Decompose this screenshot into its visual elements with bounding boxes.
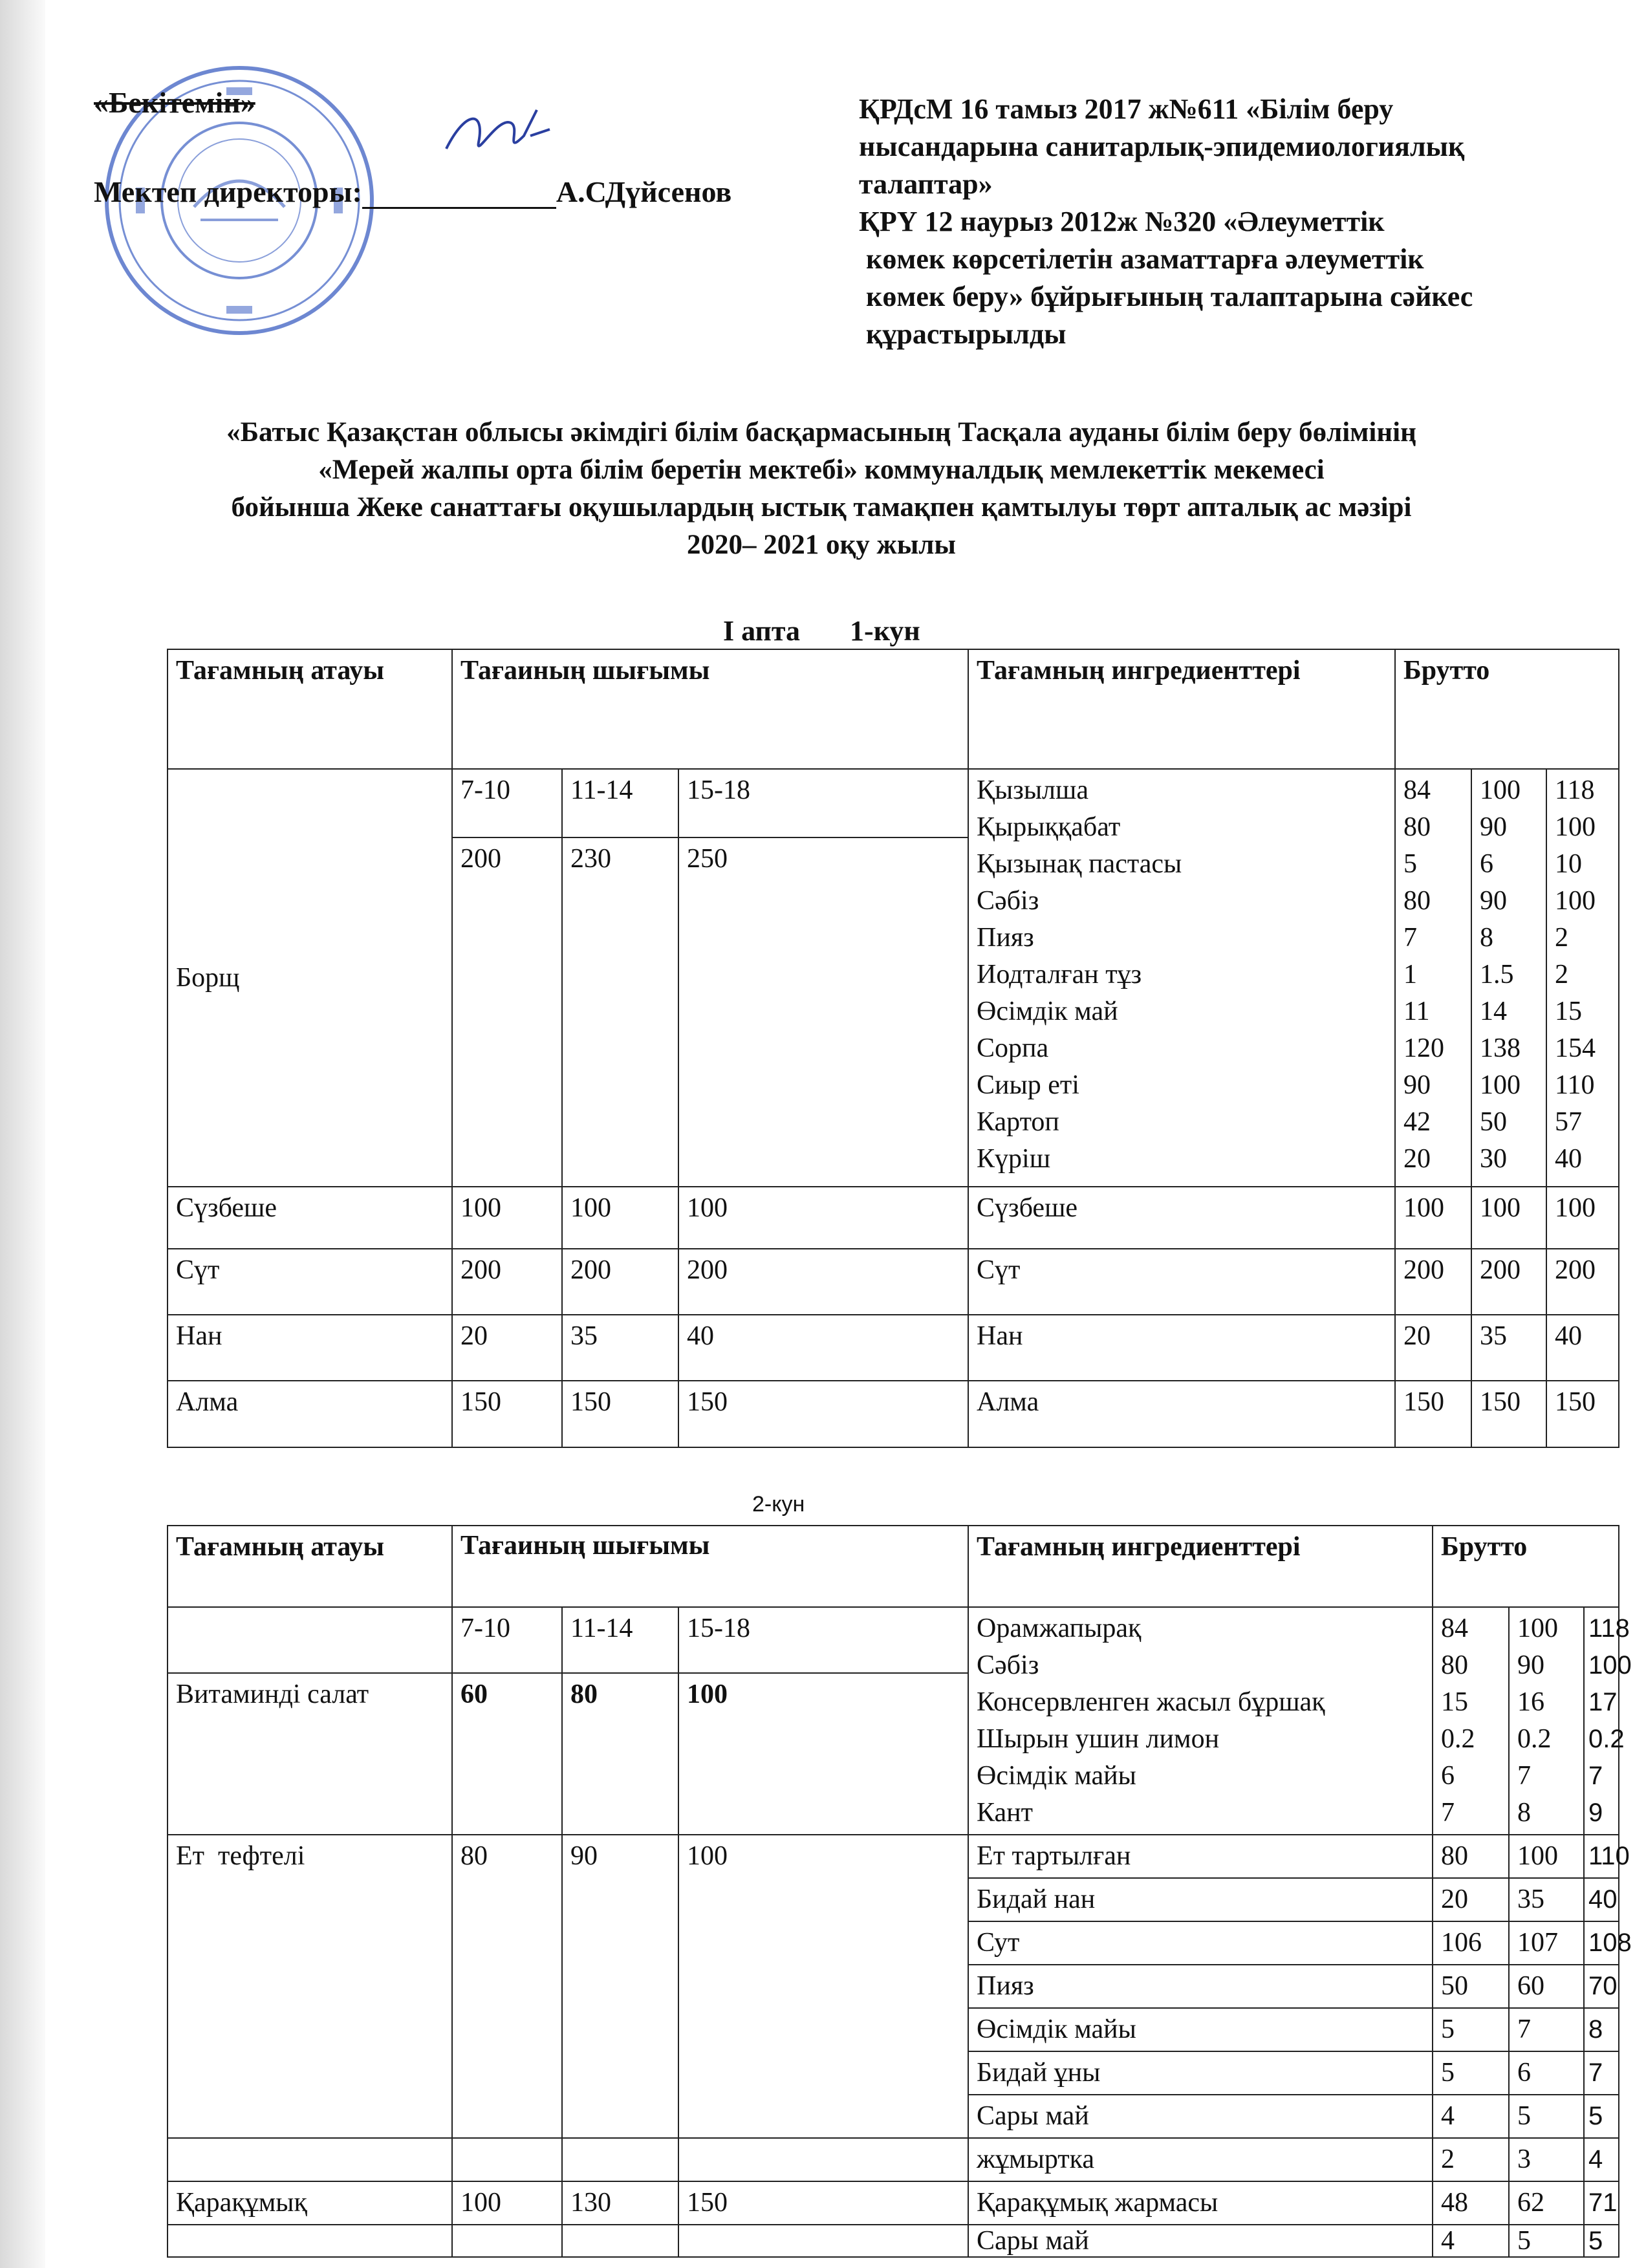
value: 100 [1480,1070,1521,1100]
value: 7 [1441,1798,1455,1828]
value: 0.2 [1441,1724,1475,1754]
age-15-18: 15-18 [678,769,968,837]
value: 0.2 [1588,1725,1625,1753]
brutto-7-10 [1395,769,1471,1187]
brutto: 48 [1433,2181,1509,2225]
ingredient-list [968,769,1395,1187]
brutto: 7 [1509,2008,1584,2051]
ingredient: Бидай нан [968,1878,1433,1921]
dish-name: Борщ [176,962,240,993]
age-7-10: 7-10 [452,1607,562,1673]
regulation-line: көмек көрсетілетін азаматтарға әлеуметтік [859,243,1424,275]
brutto: 70 [1584,1965,1619,2008]
regulation-line: нысандарына санитарлық-эпидемиологиялық [859,131,1465,162]
value: 20 [1403,1144,1431,1174]
signature-line [362,182,556,209]
brutto: 3 [1509,2138,1584,2181]
yield: 100 [452,1187,562,1249]
dish-name: Ет тефтелі [168,1835,452,2138]
header-brutto: Брутто [1395,649,1619,769]
header-ingredients: Тағамның ингредиенттері [968,649,1395,769]
ingredient: Бидай ұны [968,2051,1433,2095]
scan-edge-shadow [0,0,45,2268]
value: 0.2 [1517,1724,1552,1754]
yield-7-10: 60 [452,1673,562,1835]
dish-name: Нан [168,1315,452,1381]
brutto: 110 [1584,1835,1619,1878]
value: 50 [1480,1107,1508,1137]
yield: 40 [678,1315,968,1381]
header-dish-name: Тағамның атауы [168,649,452,769]
empty-cell [168,2138,452,2181]
ingredient: Нан [968,1315,1395,1381]
value: 17 [1588,1688,1618,1716]
brutto: 4 [1433,2225,1509,2257]
value: 15 [1441,1687,1469,1717]
ingredient: Сиыр еті [977,1070,1079,1100]
regulation-reference [859,91,1583,353]
ingredient: Пияз [968,1965,1433,2008]
value: 7 [1588,1762,1603,1790]
brutto: 7 [1584,2051,1619,2095]
dish-name: Сүзбеше [168,1187,452,1249]
brutto: 150 [1395,1381,1471,1447]
value: 14 [1480,997,1508,1026]
value: 118 [1588,1614,1630,1643]
value: 90 [1480,886,1508,916]
title-line: бойынша Жеке санаттағы оқушылардың ыстық тамақпен қамтылуы төрт апталық ас мәзірі [231,492,1412,523]
brutto: 106 [1433,1921,1509,1965]
brutto: 100 [1471,1187,1546,1249]
brutto: 71 [1584,2181,1619,2225]
yield: 150 [452,1381,562,1447]
yield: 100 [678,1835,968,2138]
value: 1 [1403,960,1418,989]
brutto-7-10 [1433,1607,1509,1835]
ingredient: Ет тартылған [968,1835,1433,1878]
yield: 100 [562,1187,678,1249]
ingredient: Сут [968,1921,1433,1965]
brutto: 8 [1584,2008,1619,2051]
value: 84 [1441,1614,1469,1643]
yield: 150 [678,1381,968,1447]
empty-cell [452,2225,562,2257]
value: 100 [1480,775,1521,805]
value: 100 [1588,1651,1632,1679]
dish-name: Қарақұмық [168,2181,452,2225]
brutto: 100 [1395,1187,1471,1249]
brutto: 60 [1509,1965,1584,2008]
table-row [168,2138,1619,2181]
ingredient: Шырын ушин лимон [977,1724,1220,1754]
brutto: 4 [1584,2138,1619,2181]
title-line: «Батыс Қазақстан облысы әкімдігі білім басқармасының Тасқала ауданы білім беру бөлімінің [226,417,1416,448]
empty-cell [678,2138,968,2181]
yield: 80 [452,1835,562,2138]
dish-name: Витаминді салат [168,1673,452,1835]
ingredient: Күріш [977,1144,1051,1174]
day2-caption: 2-кун [752,1492,805,1517]
age-15-18: 15-18 [678,1607,968,1673]
brutto: 35 [1509,1878,1584,1921]
brutto: 200 [1546,1249,1619,1315]
ingredient: Иодталған тұз [977,960,1142,989]
director-label: Мектеп директоры: [94,175,362,208]
brutto: 20 [1433,1878,1509,1921]
brutto: 100 [1509,1835,1584,1878]
value: 9 [1588,1798,1603,1827]
brutto: 50 [1433,1965,1509,2008]
ingredient: Консервленген жасыл бұршақ [977,1687,1325,1717]
brutto-15-18 [1584,1607,1632,1835]
header-yield: Тағаиның шығымы [452,649,968,769]
yield-11-14: 230 [562,837,678,1187]
document-title [78,414,1565,564]
brutto-11-14 [1471,769,1546,1187]
yield: 20 [452,1315,562,1381]
brutto: 40 [1584,1878,1619,1921]
value: 90 [1480,812,1508,842]
ingredient: Алма [968,1381,1395,1447]
brutto: 6 [1509,2051,1584,2095]
brutto: 4 [1433,2095,1509,2138]
header-ingredients: Тағамның ингредиенттері [968,1526,1433,1607]
table-row [168,1315,1619,1381]
ingredient: Қызынақ пастасы [977,849,1182,879]
value: 8 [1480,923,1494,953]
brutto: 5 [1509,2095,1584,2138]
value: 7 [1517,1761,1532,1791]
empty-cell [678,2225,968,2257]
table-row [168,1249,1619,1315]
ingredient: Сәбіз [977,886,1039,916]
regulation-line: көмек беру» бұйрығының талаптарына сәйкес [859,281,1473,312]
ingredient-list [968,1607,1433,1835]
value: 8 [1517,1798,1532,1828]
value: 5 [1403,849,1418,879]
ingredient: Өсімдік майы [977,1761,1136,1791]
dish-borsch [168,769,452,1187]
value: 42 [1403,1107,1431,1137]
yield: 200 [562,1249,678,1315]
ingredient: Сүт [968,1249,1395,1315]
value: 40 [1555,1144,1583,1174]
ingredient: Қызылша [977,775,1088,805]
yield: 35 [562,1315,678,1381]
yield: 130 [562,2181,678,2225]
value: 84 [1403,775,1431,805]
ingredient: Сәбіз [977,1650,1039,1680]
value: 100 [1517,1614,1559,1643]
regulation-line: құрастырылды [859,318,1067,350]
value: 80 [1403,886,1431,916]
header-brutto: Брутто [1433,1526,1619,1607]
ingredient: Пияз [977,923,1034,953]
yield: 150 [562,1381,678,1447]
table-row [168,1835,1619,1878]
value: 138 [1480,1033,1521,1063]
value: 57 [1555,1107,1583,1137]
day2-menu-table [167,1525,1632,2258]
brutto: 40 [1546,1315,1619,1381]
ingredient: Сүзбеше [968,1187,1395,1249]
brutto: 150 [1546,1381,1619,1447]
value: 118 [1555,775,1595,805]
empty-cell [562,2225,678,2257]
yield-15-18: 250 [678,837,968,1187]
value: 100 [1555,886,1596,916]
yield: 200 [452,1249,562,1315]
brutto: 5 [1433,2008,1509,2051]
brutto: 100 [1546,1187,1619,1249]
table-row [168,2225,1619,2257]
value: 90 [1517,1650,1545,1680]
day1-caption: I апта 1-кун [723,615,920,647]
regulation-line: ҚРДсМ 16 тамыз 2017 ж№611 «Білім беру [859,93,1394,125]
yield: 100 [452,2181,562,2225]
brutto: 5 [1584,2225,1619,2257]
brutto: 108 [1584,1921,1619,1965]
ingredient: Өсімдік май [977,997,1118,1026]
title-line: «Мерей жалпы орта білім беретін мектебі» коммуналдық мемлекеттік мекемесі [318,455,1325,485]
value: 100 [1555,812,1596,842]
brutto: 2 [1433,2138,1509,2181]
dish-name: Алма [168,1381,452,1447]
day1-menu-table [167,649,1619,1448]
value: 15 [1555,997,1583,1026]
yield-15-18: 100 [678,1673,968,1835]
value: 2 [1555,923,1569,953]
value: 120 [1403,1033,1445,1063]
ingredient: Сары май [968,2225,1433,2257]
brutto: 107 [1509,1921,1584,1965]
ingredient: жұмыртка [968,2138,1433,2181]
brutto: 62 [1509,2181,1584,2225]
director-name: А.СДүйсенов [556,175,732,208]
table-row [168,1187,1619,1249]
ingredient: Қарақұмық жармасы [968,2181,1433,2225]
regulation-line: талаптар» [859,168,993,200]
empty-cell [452,2138,562,2181]
ingredient: Орамжапырақ [977,1614,1142,1643]
empty-cell [562,2138,678,2181]
brutto: 20 [1395,1315,1471,1381]
value: 80 [1403,812,1431,842]
ingredient: Картоп [977,1107,1059,1137]
ingredient: Қырыққабат [977,812,1121,842]
brutto: 35 [1471,1315,1546,1381]
value: 90 [1403,1070,1431,1100]
empty-cell [168,2225,452,2257]
brutto: 200 [1471,1249,1546,1315]
value: 154 [1555,1033,1596,1063]
value: 16 [1517,1687,1545,1717]
ingredient: Сорпа [977,1033,1049,1063]
brutto: 200 [1395,1249,1471,1315]
title-line: 2020– 2021 оқу жылы [687,530,956,560]
value: 6 [1441,1761,1455,1791]
ingredient: Сары май [968,2095,1433,2138]
brutto-11-14 [1509,1607,1584,1835]
ingredient: Өсімдік майы [968,2008,1433,2051]
value: 11 [1403,997,1430,1026]
value: 2 [1555,960,1569,989]
table-row [168,1381,1619,1447]
ingredient: Кант [977,1798,1033,1828]
value: 30 [1480,1144,1508,1174]
yield: 150 [678,2181,968,2225]
value: 110 [1555,1070,1595,1100]
value: 7 [1403,923,1418,953]
regulation-line: ҚРҮ 12 наурыз 2012ж №320 «Әлеуметтік [859,206,1385,237]
value: 6 [1480,849,1494,879]
brutto: 5 [1584,2095,1619,2138]
header-yield: Тағаиның шығымы [452,1526,968,1607]
value: 10 [1555,849,1583,879]
table-row [168,2181,1619,2225]
age-11-14: 11-14 [562,1607,678,1673]
yield-11-14: 80 [562,1673,678,1835]
approve-label: «Бекітемін» [94,86,255,119]
yield: 100 [678,1187,968,1249]
brutto: 5 [1433,2051,1509,2095]
dish-name: Сүт [168,1249,452,1315]
brutto: 150 [1471,1381,1546,1447]
age-7-10: 7-10 [452,769,562,837]
yield-7-10: 200 [452,837,562,1187]
yield: 90 [562,1835,678,2138]
brutto: 5 [1509,2225,1584,2257]
brutto-15-18 [1546,769,1619,1187]
brutto: 80 [1433,1835,1509,1878]
value: 1.5 [1480,960,1514,989]
director-signature [440,97,556,175]
age-11-14: 11-14 [562,769,678,837]
yield: 200 [678,1249,968,1315]
header-dish-name: Тағамның атауы [168,1526,452,1607]
empty-cell [168,1607,452,1673]
value: 80 [1441,1650,1469,1680]
